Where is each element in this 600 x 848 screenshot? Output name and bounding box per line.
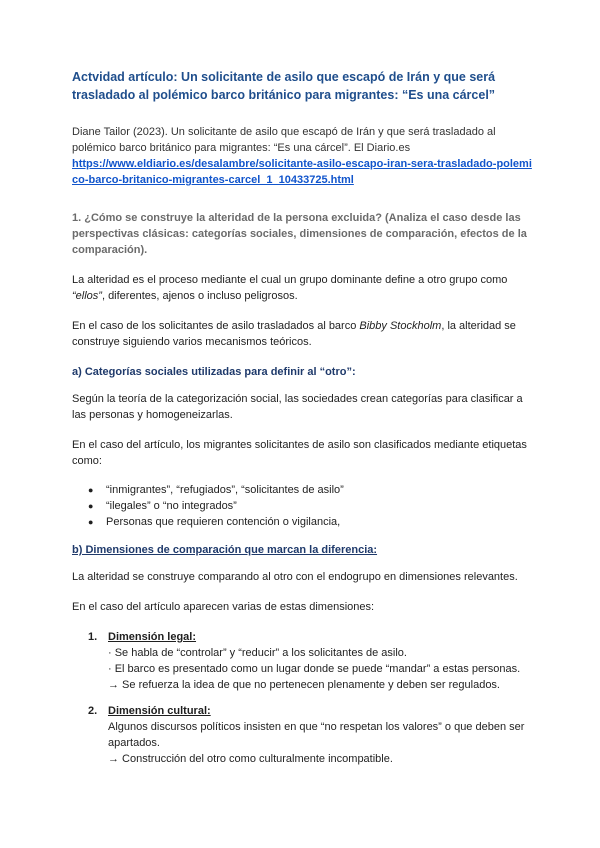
section-a-paragraph-2: En el caso del artículo, los migrantes solicitantes de asilo son clasificados mediante etiquetas como:	[72, 439, 527, 467]
dimension-number: 1.	[88, 631, 98, 643]
paragraph-caso	[72, 318, 532, 350]
dimension-line: → Construcción del otro como culturalmente incompatible.	[108, 753, 393, 765]
section-a-heading: a) Categorías sociales utilizadas para definir al “otro”:	[72, 366, 356, 378]
dimensions-list	[72, 629, 532, 767]
citation	[72, 124, 532, 188]
dimension-legal	[88, 629, 532, 693]
question-1: 1. ¿Cómo se construye la alteridad de la persona excluida? (Analiza el caso desde las perspectivas clásicas: categorías sociales, dimensiones de comparación, efectos de la comparación).	[72, 212, 527, 256]
dimension-title: Dimensión legal:	[108, 631, 197, 643]
list-item: ● Personas que requieren contención o vigilancia,	[106, 514, 532, 530]
dimension-number: 2.	[88, 705, 98, 717]
section-b-paragraph-2: En el caso del artículo aparecen varias de estas dimensiones:	[72, 601, 375, 613]
citation-text: Diane Tailor (2023). Un solicitante de asilo que escapó de Irán y que será trasladado al polémico barco británico para migrantes: “Es una cárcel”. El Diario.es	[72, 126, 496, 154]
paragraph-alteridad	[72, 272, 532, 304]
section-a-bullet-list	[72, 482, 532, 530]
dimension-line: · Se habla de “controlar” y “reducir” a los solicitantes de asilo.	[108, 647, 407, 659]
dimension-title: Dimensión cultural:	[108, 705, 211, 717]
alteridad-text-a: La alteridad es el proceso mediante el cual un grupo dominante define a otro grupo como	[72, 274, 508, 286]
list-item: ● “inmigrantes”, “refugiados”, “solicitantes de asilo”	[106, 482, 532, 498]
citation-link[interactable]: https://www.eldiario.es/desalambre/solicitante-asilo-escapo-iran-sera-trasladado-polemico-barco-britanico-migrantes-carcel_1_10433725.html	[72, 158, 532, 186]
caso-italic: Bibby Stockholm	[359, 320, 442, 332]
alteridad-italic: “ellos”	[72, 290, 102, 302]
list-item: ● “ilegales” o “no integrados”	[106, 498, 532, 514]
caso-text-b: , la alteridad se construye siguiendo varios mecanismos teóricos.	[72, 320, 516, 348]
dimension-line: · El barco es presentado como un lugar donde se puede “mandar” a estas personas.	[108, 663, 521, 675]
caso-text-a: En el caso de los solicitantes de asilo trasladados al barco	[72, 320, 360, 332]
section-b-heading: b) Dimensiones de comparación que marcan la diferencia:	[72, 544, 378, 556]
dimension-line: Algunos discursos políticos insisten en que “no respetan los valores” o que deben ser apartados.	[108, 721, 525, 749]
section-b-paragraph-1: La alteridad se construye comparando al otro con el endogrupo en dimensiones relevantes.	[72, 571, 518, 583]
alteridad-text-b: , diferentes, ajenos o incluso peligrosos.	[101, 290, 298, 302]
section-a-paragraph-1: Según la teoría de la categorización social, las sociedades crean categorías para clasificar a las personas y homogeneizarlas.	[72, 393, 523, 421]
document-page	[72, 68, 532, 777]
dimension-cultural	[88, 703, 532, 767]
dimension-line: → Se refuerza la idea de que no pertenecen plenamente y deben ser regulados.	[108, 679, 500, 691]
document-title: Actvidad artículo: Un solicitante de asilo que escapó de Irán y que será trasladado al polémico barco británico para migrantes: “Es una cárcel”	[72, 70, 496, 102]
